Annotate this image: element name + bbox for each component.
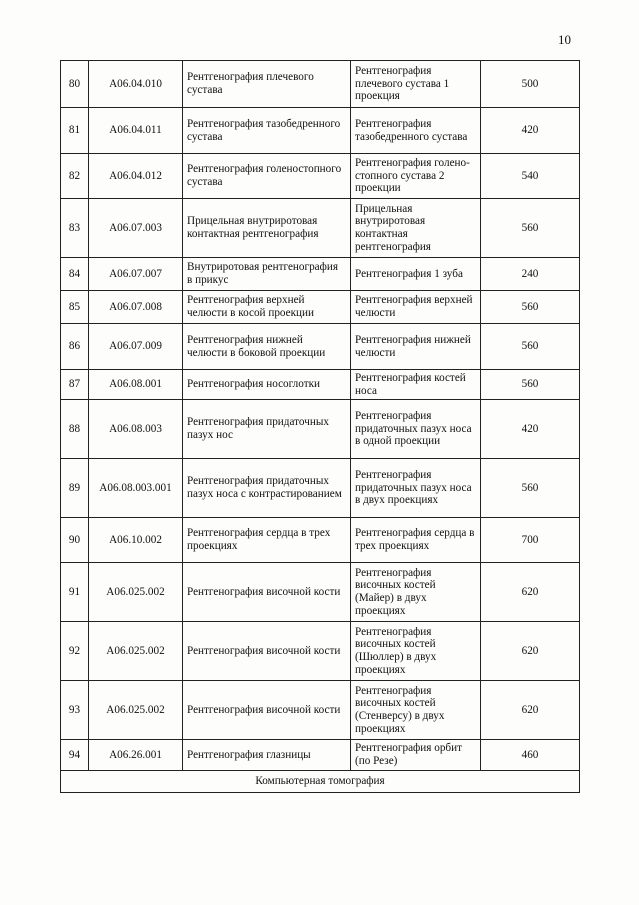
service-description: Рентгенография сердца в трех проекциях	[351, 518, 481, 563]
service-description: Прицельная внутриротовая контактная рентгенография	[351, 199, 481, 258]
service-name: Рентгенография височной кости	[183, 681, 351, 740]
section-title: Компьютерная томография	[61, 771, 580, 793]
row-number: 84	[61, 258, 89, 291]
service-name: Рентгенография голеностопного сустава	[183, 154, 351, 199]
row-number: 85	[61, 291, 89, 324]
service-name: Рентгенография верхней челюсти в косой проекции	[183, 291, 351, 324]
service-description: Рентгенография 1 зуба	[351, 258, 481, 291]
service-name: Рентгенография тазобедренного сустава	[183, 108, 351, 154]
table-row	[61, 740, 580, 771]
row-number: 93	[61, 681, 89, 740]
row-number: 88	[61, 400, 89, 459]
service-name: Рентгенография плечевого сустава	[183, 61, 351, 108]
row-number: 90	[61, 518, 89, 563]
service-price: 560	[481, 370, 580, 400]
service-description: Рентгенография костей носа	[351, 370, 481, 400]
row-number: 89	[61, 459, 89, 518]
service-price: 620	[481, 563, 580, 622]
service-price: 700	[481, 518, 580, 563]
row-number: 86	[61, 324, 89, 370]
price-table	[60, 60, 580, 793]
section-header-row	[61, 771, 580, 793]
service-code: A06.025.002	[89, 681, 183, 740]
service-description: Рентгенография придаточных пазух носа в одной проекции	[351, 400, 481, 459]
service-description: Рентгенография плечевого сустава 1 проекция	[351, 61, 481, 108]
service-price: 240	[481, 258, 580, 291]
service-name: Рентгенография придаточных пазух носа с контрастированием	[183, 459, 351, 518]
service-price: 560	[481, 324, 580, 370]
service-code: A06.07.008	[89, 291, 183, 324]
service-code: A06.10.002	[89, 518, 183, 563]
row-number: 82	[61, 154, 89, 199]
table-row	[61, 108, 580, 154]
service-price: 560	[481, 199, 580, 258]
service-price: 460	[481, 740, 580, 771]
service-price: 540	[481, 154, 580, 199]
service-description: Рентгенография голено-стопного сустава 2 проекции	[351, 154, 481, 199]
service-description: Рентгенография нижней челюсти	[351, 324, 481, 370]
service-description: Рентгенография орбит (по Резе)	[351, 740, 481, 771]
service-code: A06.04.012	[89, 154, 183, 199]
row-number: 87	[61, 370, 89, 400]
service-code: A06.07.003	[89, 199, 183, 258]
service-code: A06.07.009	[89, 324, 183, 370]
table-row	[61, 324, 580, 370]
table-row	[61, 563, 580, 622]
service-code: A06.08.001	[89, 370, 183, 400]
service-code: A06.08.003.001	[89, 459, 183, 518]
service-price: 420	[481, 400, 580, 459]
table-row	[61, 199, 580, 258]
service-name: Прицельная внутриротовая контактная рентгенография	[183, 199, 351, 258]
service-name: Рентгенография придаточных пазух нос	[183, 400, 351, 459]
service-price: 420	[481, 108, 580, 154]
table-row	[61, 681, 580, 740]
service-description: Рентгенография височных костей (Шюллер) в двух проекциях	[351, 622, 481, 681]
table-row	[61, 154, 580, 199]
service-description: Рентгенография верхней челюсти	[351, 291, 481, 324]
table-row	[61, 258, 580, 291]
service-description: Рентгенография тазобедренного сустава	[351, 108, 481, 154]
service-price: 620	[481, 622, 580, 681]
service-name: Рентгенография височной кости	[183, 622, 351, 681]
row-number: 94	[61, 740, 89, 771]
table-row	[61, 291, 580, 324]
row-number: 83	[61, 199, 89, 258]
service-code: A06.025.002	[89, 622, 183, 681]
service-name: Рентгенография височной кости	[183, 563, 351, 622]
service-name: Рентгенография глазницы	[183, 740, 351, 771]
page-number: 10	[558, 32, 571, 47]
row-number: 91	[61, 563, 89, 622]
service-description: Рентгенография придаточных пазух носа в двух проекциях	[351, 459, 481, 518]
row-number: 92	[61, 622, 89, 681]
service-name: Внутриротовая рентгенография в прикус	[183, 258, 351, 291]
service-name: Рентгенография сердца в трех проекциях	[183, 518, 351, 563]
service-price: 500	[481, 61, 580, 108]
service-code: A06.26.001	[89, 740, 183, 771]
service-description: Рентгенография височных костей (Майер) в двух проекциях	[351, 563, 481, 622]
service-code: A06.08.003	[89, 400, 183, 459]
service-code: A06.04.011	[89, 108, 183, 154]
service-code: A06.025.002	[89, 563, 183, 622]
row-number: 81	[61, 108, 89, 154]
table-row	[61, 370, 580, 400]
service-name: Рентгенография нижней челюсти в боковой проекции	[183, 324, 351, 370]
table-row	[61, 518, 580, 563]
service-description: Рентгенография височных костей (Стенверсу) в двух проекциях	[351, 681, 481, 740]
service-name: Рентгенография носоглотки	[183, 370, 351, 400]
table-row	[61, 622, 580, 681]
table-row	[61, 459, 580, 518]
service-code: A06.04.010	[89, 61, 183, 108]
service-price: 560	[481, 291, 580, 324]
table-row	[61, 400, 580, 459]
service-price: 560	[481, 459, 580, 518]
row-number: 80	[61, 61, 89, 108]
service-price: 620	[481, 681, 580, 740]
service-code: A06.07.007	[89, 258, 183, 291]
table-row	[61, 61, 580, 108]
